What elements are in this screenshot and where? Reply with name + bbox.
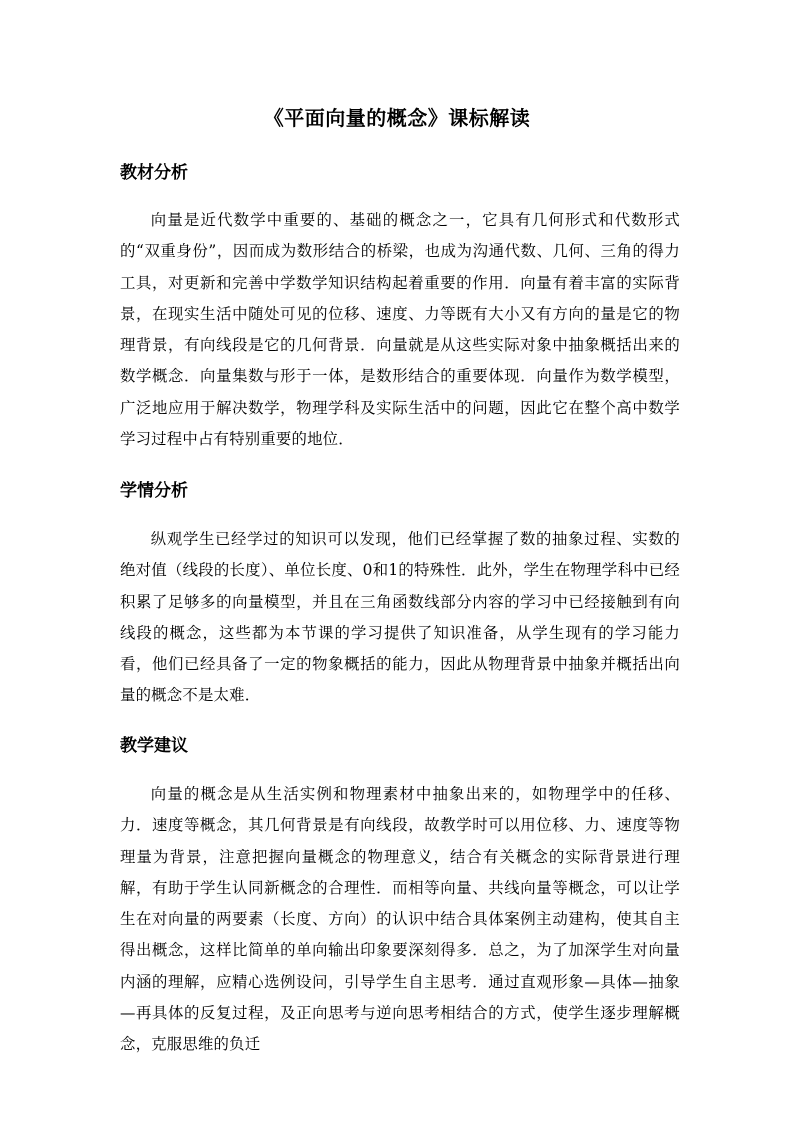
document-title: 《平面向量的概念》课标解读	[263, 106, 531, 130]
section-body-textbook-analysis: 向量是近代数学中重要的、基础的概念之一，它具有几何形式和代数形式的“双重身份”，因而成为数形结合的桥梁，也成为沟通代数、几何、三角的得力工具，对更新和完善中学数学知识结构起着重要的作用．向量有着丰富的实际背景，在现实生活中随处可见的位移、速度、力等既有大小又有方向的量是它的物理背景，有向线段是它的几何背景．向量就是从这些实际对象中抽象概括出来的数学概念．向量集数与形于一体，是数形结合的重要体现．向量作为数学模型，广泛地应用于解决数学，物理学科及实际生活中的问题，因此它在整个高中数学学习过程中占有特别重要的地位．	[120, 211, 680, 449]
section-body-teaching-suggestions: 向量的概念是从生活实例和物理素材中抽象出来的，如物理学中的任移、力．速度等概念，其几何背景是有向线段，故教学时可以用位移、力、速度等物理量为背景，注意把握向量概念的物理意义，结合有关概念的实际背景进行理解，有助于学生认同新概念的合理性．而相等向量、共线向量等概念，可以让学生在对向量的两要素（长度、方向）的认识中结合具体案例主动建构，使其自主得出概念，这样比简单的单向输出印象要深刻得多．总之，为了加深学生对向量内涵的理解，应精心选例设问，引导学生自主思考．通过直观形象—具体—抽象—再具体的反复过程，及正向思考与逆向思考相结合的方式，使学生逐步理解概念，克服思维的负迁	[120, 785, 680, 1054]
section-heading-teaching-suggestions: 教学建议	[120, 736, 188, 756]
section-body-student-analysis: 纵观学生已经学过的知识可以发现，他们已经掌握了数的抽象过程、实数的绝对值（线段的长度）、单位长度、0和1的特殊性．此外，学生在物理学科中已经积累了足够多的向量模型，并且在三角函数线部分内容的学习中已经接触到有向线段的概念，这些都为本节课的学习提供了知识准备，从学生现有的学习能力看，他们已经具备了一定的物象概括的能力，因此从物理背景中抽象并概括出向量的概念不是太难．	[120, 530, 680, 705]
section-heading-textbook-analysis: 教材分析	[120, 163, 188, 183]
section-heading-student-analysis: 学情分析	[120, 481, 188, 501]
